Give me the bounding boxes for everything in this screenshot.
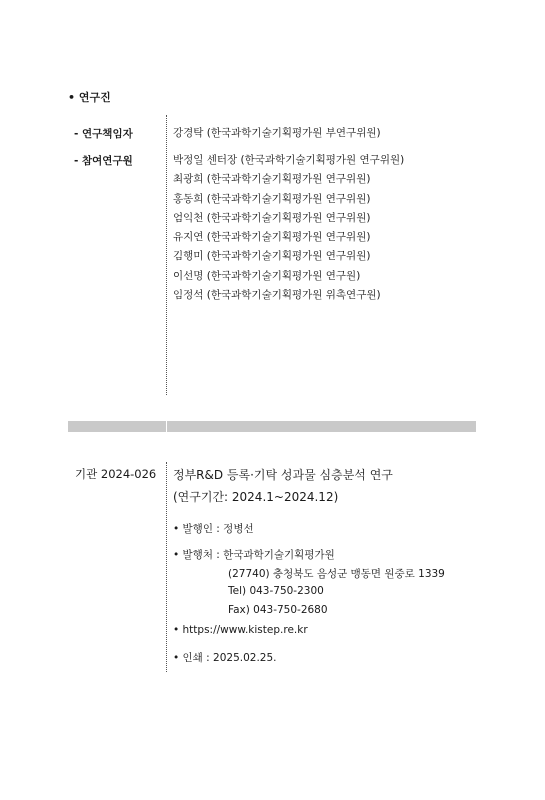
separator-band-right [167,421,476,432]
lead-researcher-role: - 연구책임자 [74,128,133,140]
publisher: • 발행인 : 정병선 [173,523,254,535]
agency-tel: Tel) 043-750-2300 [228,585,324,597]
website-link[interactable]: • https://www.kistep.re.kr [173,624,308,636]
member-list [173,153,404,307]
participating-researchers-role: - 참여연구원 [74,155,133,167]
member-item: 엄익천 (한국과학기술기획평가원 연구위원) [173,211,371,224]
researchers-heading: • 연구진 [68,91,111,104]
member-item: 유지연 (한국과학기술기획평가원 연구위원) [173,231,371,244]
report-number: 기관 2024-026 [75,467,157,481]
report-title: 정부R&D 등록·기탁 성과물 심층분석 연구 [173,468,393,482]
member-item: 김행미 (한국과학기술기획평가원 연구위원) [173,250,371,263]
publishing-agency: • 발행처 : 한국과학기술기획평가원 [173,549,335,561]
print-date: • 인쇄 : 2025.02.25. [173,652,277,664]
agency-address: (27740) 충청북도 음성군 맹동면 원중로 1339 [228,568,445,580]
member-item: 최광희 (한국과학기술기획평가원 연구위원) [173,173,371,186]
research-period: (연구기간: 2024.1~2024.12) [173,490,339,504]
lead-researcher-name: 강경탁 (한국과학기술기획평가원 부연구위원) [173,127,381,139]
member-item: 이선명 (한국과학기술기획평가원 연구원) [173,269,361,282]
member-item: 박정일 센터장 (한국과학기술기획평가원 연구위원) [173,154,405,166]
separator-band-left [68,421,166,432]
member-item: 홍동희 (한국과학기술기획평가원 연구위원) [173,192,371,205]
dotted-divider-bottom [166,462,167,672]
agency-fax: Fax) 043-750-2680 [228,604,328,616]
dotted-divider-top [166,115,167,395]
member-item: 임정석 (한국과학기술기획평가원 위촉연구원) [173,289,381,302]
